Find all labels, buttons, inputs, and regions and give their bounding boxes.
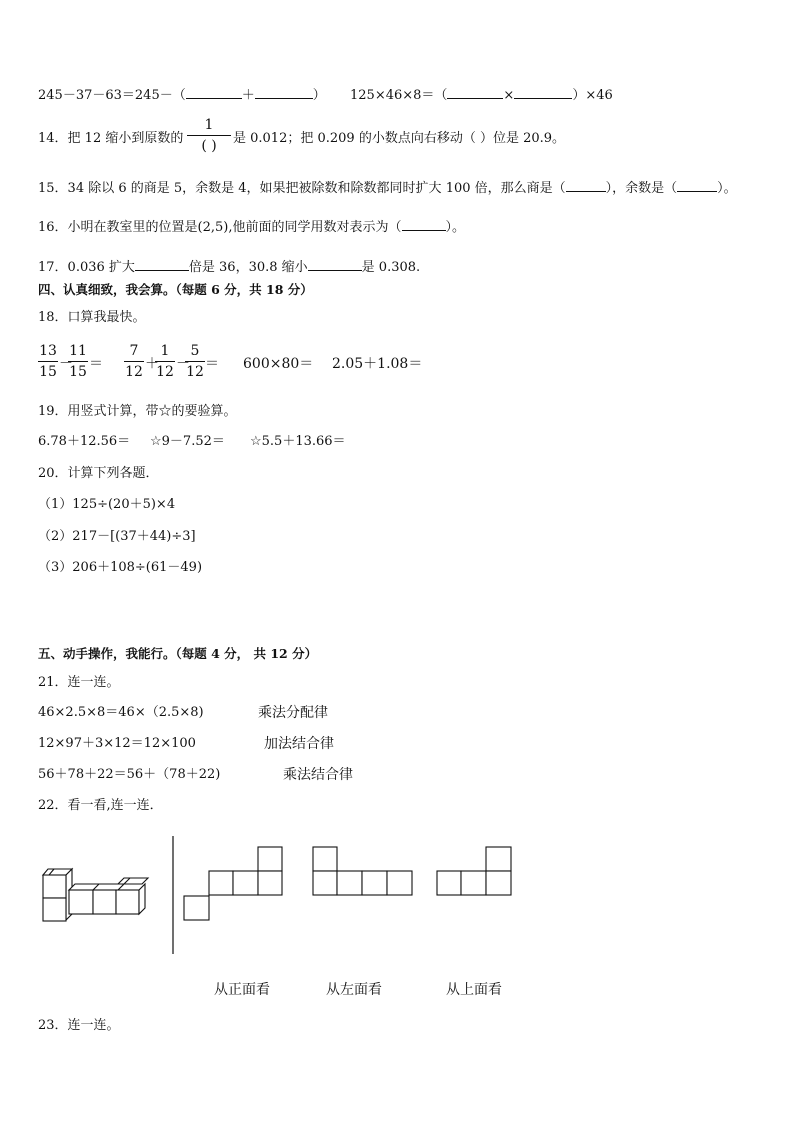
- cube-top: [69, 884, 100, 890]
- answer-blank[interactable]: [255, 86, 313, 99]
- cube-side: [66, 869, 72, 920]
- denominator: 12: [156, 364, 174, 380]
- fraction-bar: [38, 361, 58, 362]
- view-square: [337, 871, 362, 895]
- cube-solid-figure: [43, 869, 148, 921]
- q14-suffix: 是 0.012；把 0.209 的小数点向右移动（ ）位是 20.9。: [233, 131, 566, 146]
- fraction-bar: [187, 135, 231, 136]
- section4-title: 四、认真细致，我会算。（每题 6 分，共 18 分）: [38, 282, 313, 297]
- cube-top: [124, 878, 148, 884]
- answer-blank[interactable]: [677, 179, 717, 192]
- answer-blank[interactable]: [447, 86, 503, 99]
- view-c: [437, 847, 511, 895]
- cube-top: [48, 869, 72, 875]
- denominator: 12: [186, 364, 204, 380]
- cube-front: [43, 898, 66, 921]
- q21-left-3[interactable]: 56＋78＋22＝56＋（78＋22): [38, 767, 221, 782]
- q19-e3: ☆5.5＋13.66＝: [250, 434, 346, 449]
- view-b: [313, 847, 412, 895]
- denominator: 15: [39, 364, 57, 380]
- answer-blank[interactable]: [308, 258, 362, 271]
- cube-top: [93, 884, 124, 890]
- view-square: [387, 871, 412, 895]
- numerator: 1: [160, 343, 170, 359]
- q18-e1-frac2: [68, 344, 88, 379]
- q20-item-1: （1）125÷(20＋5)×4: [38, 497, 176, 512]
- fraction-denominator[interactable]: ( ): [201, 138, 217, 154]
- cube-side: [139, 884, 145, 914]
- answer-blank[interactable]: [402, 218, 446, 231]
- answer-blank[interactable]: [186, 86, 242, 99]
- q21-title: 21．连一连。: [38, 675, 120, 690]
- q17-c: 是 0.308.: [361, 260, 421, 275]
- q20-item-2: （2）217－[(37＋44)÷3]: [38, 529, 196, 544]
- q23-title: 23．连一连。: [38, 1018, 120, 1033]
- q18-e1-frac1: [38, 344, 58, 379]
- view-square: [486, 847, 511, 871]
- view-a: [184, 847, 282, 920]
- fraction-bar: [185, 361, 205, 362]
- equals: ＝: [89, 356, 103, 372]
- equals: ＝: [205, 356, 219, 372]
- q14-prefix: 14．把 12 缩小到原数的: [38, 131, 184, 146]
- q13-right-times: ×: [503, 88, 515, 103]
- q21-right-1[interactable]: 乘法分配律: [258, 705, 328, 721]
- view-square: [313, 847, 337, 871]
- view-square: [233, 871, 258, 895]
- q21-right-3[interactable]: 乘法结合律: [283, 767, 353, 783]
- q20-title: 20．计算下列各题．: [38, 466, 159, 481]
- caption-top-view[interactable]: 从上面看: [446, 982, 502, 998]
- q19-e2: ☆9－7.52＝: [150, 434, 225, 449]
- q16-text: 16．小明在教室里的位置是(2,5),他前面的同学用数对表示为（: [38, 220, 402, 235]
- cube-front: [43, 875, 66, 898]
- q18-e2-frac3: [185, 344, 205, 379]
- fraction-bar: [155, 361, 175, 362]
- numerator: 11: [69, 343, 87, 359]
- q18-e3: 600×80＝: [243, 356, 314, 372]
- q13-line-right: [350, 86, 613, 102]
- numerator: 7: [129, 343, 139, 359]
- q18-e4: 2.05＋1.08＝: [332, 356, 423, 372]
- view-square: [437, 871, 461, 895]
- view-square: [313, 871, 337, 895]
- view-square: [461, 871, 486, 895]
- view-square: [362, 871, 387, 895]
- numerator: 5: [190, 343, 200, 359]
- q21-right-2[interactable]: 加法结合律: [264, 736, 334, 752]
- operator: －: [176, 356, 190, 372]
- q15-line: [38, 179, 737, 195]
- q17-line: [38, 258, 420, 274]
- q15-end: ）。: [717, 181, 737, 196]
- cube-front: [93, 890, 116, 914]
- view-square: [258, 847, 282, 871]
- q13-line: [38, 86, 326, 102]
- q16-line: [38, 218, 465, 234]
- q18-e2-frac1: [124, 344, 144, 379]
- q18-e2-frac2: [155, 344, 175, 379]
- section5-title: 五、动手操作，我能行。（每题 4 分， 共 12 分）: [38, 646, 318, 661]
- q15-text: 15．34 除以 6 的商是 5，余数是 4，如果把被除数和除数都同时扩大 100 倍，那么商是（: [38, 181, 566, 196]
- q13-left-part: 245－37－63＝245－（: [38, 88, 186, 103]
- q17-a: 17．0.036 扩大: [38, 260, 135, 275]
- q16-end: ）。: [445, 220, 466, 235]
- fraction-bar: [68, 361, 88, 362]
- caption-front-view[interactable]: 从正面看: [214, 982, 270, 998]
- denominator: 15: [69, 364, 87, 380]
- q13-left-plus: ＋: [241, 88, 255, 103]
- cube-top-edge: [43, 869, 54, 875]
- q21-left-2[interactable]: 12×97＋3×12＝12×100: [38, 736, 196, 751]
- fraction-numerator: 1: [204, 117, 214, 133]
- fraction-bar: [124, 361, 144, 362]
- view-square: [209, 871, 233, 895]
- answer-blank[interactable]: [514, 86, 572, 99]
- operator: －: [59, 356, 73, 372]
- q15-mid: ），余数是（: [605, 181, 678, 196]
- q17-b: 倍是 36，30.8 缩小: [188, 260, 308, 275]
- q13-left-close: ）: [312, 88, 326, 103]
- q14-fraction: [187, 118, 231, 153]
- view-square: [184, 896, 209, 920]
- cube-top: [118, 878, 144, 884]
- operator: ＋: [145, 356, 159, 372]
- answer-blank[interactable]: [135, 258, 189, 271]
- answer-blank[interactable]: [566, 179, 606, 192]
- numerator: 13: [39, 343, 57, 359]
- q13-right-close: ）×46: [572, 88, 613, 103]
- q13-right-part: 125×46×8＝（: [350, 88, 448, 103]
- q20-item-3: （3）206＋108÷(61－49): [38, 560, 203, 575]
- cube-front: [69, 890, 93, 914]
- view-square: [486, 871, 511, 895]
- q22-title: 22．看一看,连一连．: [38, 798, 163, 813]
- caption-left-view[interactable]: 从左面看: [326, 982, 382, 998]
- q19-title: 19．用竖式计算，带☆的要验算。: [38, 404, 237, 419]
- q21-left-1[interactable]: 46×2.5×8＝46×（2.5×8): [38, 705, 204, 720]
- q18-title: 18．口算我最快。: [38, 310, 146, 325]
- q19-e1: 6.78＋12.56＝: [38, 434, 131, 449]
- cube-front: [116, 890, 139, 914]
- view-square: [258, 871, 282, 895]
- denominator: 12: [125, 364, 143, 380]
